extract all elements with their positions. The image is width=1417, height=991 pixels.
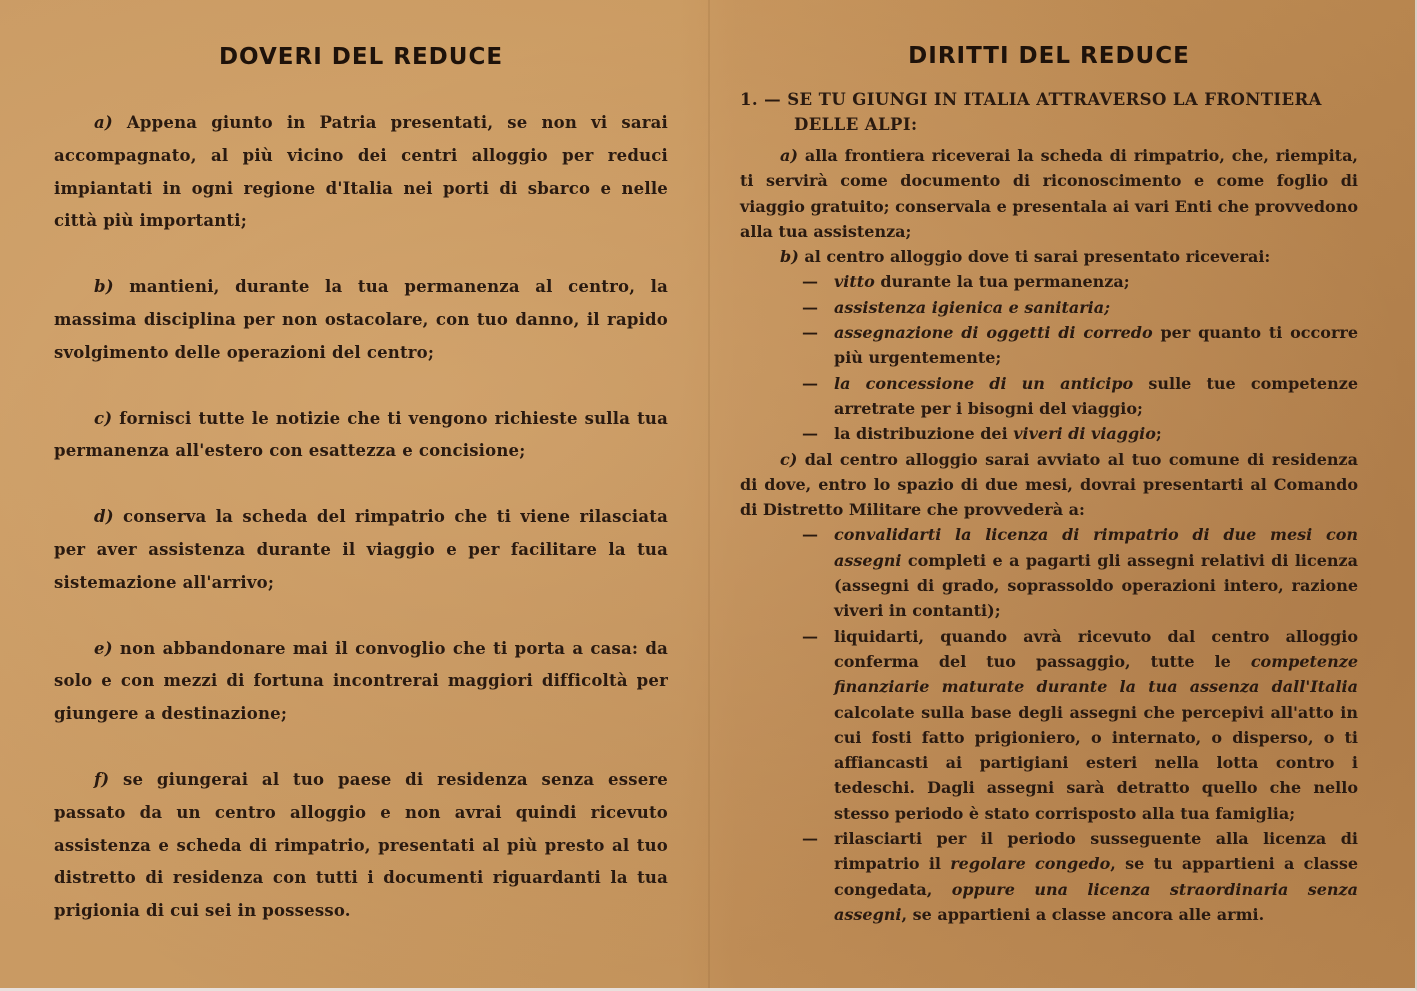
duty-item-a: a) Appena giunto in Patria presentati, se non vi sarai accompagnato, al più vicino dei centri alloggio per reduci impiantati in ogni regione d'Italia nei porti di sbarco e nelle città più importanti;	[54, 113, 668, 231]
list-item: — la distribuzione dei viveri di viaggio;	[802, 424, 1162, 444]
right-item-a: a) alla frontiera riceverai la scheda di rimpatrio, che, riempita, ti servirà come documento di riconoscimento e come foglio di viaggio gratuito; conservala e presentala ai vari Enti che provvedono alla tua assistenza;	[740, 146, 1359, 241]
duty-item-c: c) fornisci tutte le notizie che ti vengono richieste sulla tua permanenza all'estero con esattezza e concisione;	[54, 408, 668, 461]
list-item: — assistenza igienica e sanitaria;	[802, 297, 1110, 317]
duty-item-f: f) se giungerai al tuo paese di residenza senza essere passato da un centro alloggio e non avrai quindi ricevuto assistenza e scheda di rimpatrio, presentati al più presto al tuo distretto di residenza con tutti i documenti riguardanti la tua prigionia di cui sei in possesso.	[54, 769, 668, 921]
duty-item-e: e) non abbandonare mai il convoglio che ti porta a casa: da solo e con mezzi di fortuna incontrerai maggiori difficoltà per giungere a destinazione;	[54, 638, 668, 724]
list-item: — convalidarti la licenza di rimpatrio di due mesi con assegni completi e a pagarti gli assegni relativi di licenza (assegni di grado, soprassoldo operazioni intero, razione viveri in contanti);	[802, 525, 1358, 621]
list-item: — liquidarti, quando avrà ricevuto dal centro alloggio conferma del tuo passaggio, tutte le competenze finanziarie maturate durante la tua assenza dall'Italia calcolate sulla base degli assegni che percepivi all'atto in cui fosti fatto prigioniero, o internato, o disperso, o ti affiancasti ai partigiani esteri nella lotta contro i tedeschi. Dagli assegni sarà detratto quello che nello stesso periodo è stato corrisposto alla tua famiglia;	[802, 626, 1358, 823]
list-item: — rilasciarti per il periodo susseguente alla licenza di rimpatrio il regolare congedo, se tu appartieni a classe congedata, oppure una licenza straordinaria senza assegni, se appartieni a classe ancora alle armi.	[802, 829, 1359, 924]
list-item: — vitto durante la tua permanenza;	[802, 272, 1130, 292]
list-item: — la concessione di un anticipo sulle tue competenze arretrate per i bisogni del viaggio;	[802, 373, 1359, 418]
duty-item-b: b) mantieni, durante la tua permanenza al centro, la massima disciplina per non ostacolare, con tuo danno, il rapido svolgimento delle operazioni del centro;	[54, 277, 668, 362]
duties-title: DOVERI DEL REDUCE	[218, 44, 504, 70]
right-item-c: c) dal centro alloggio sarai avviato al tuo comune di residenza di dove, entro lo spazio di due mesi, dovrai presentarti al Comando di Distretto Militare che provvederà a:	[740, 449, 1358, 520]
duties-column	[54, 0, 668, 928]
rights-column	[740, 0, 1358, 927]
right-b-list	[740, 269, 1358, 446]
right-item-b: b) al centro alloggio dove ti sarai presentato riceverai:	[780, 247, 1271, 267]
right-c-list	[740, 522, 1358, 927]
rights-section-heading: 1. — SE TU GIUNGI IN ITALIA ATTRAVERSO LA FRONTIERA DELLE ALPI:	[740, 90, 1322, 134]
fold-line	[708, 0, 710, 988]
rights-title: DIRITTI DEL REDUCE	[908, 43, 1190, 69]
duty-item-d: d) conserva la scheda del rimpatrio che ti viene rilasciata per aver assistenza durante il viaggio e per facilitare la tua sistemazione all'arrivo;	[54, 507, 668, 592]
list-item: — assegnazione di oggetti di corredo per quanto ti occorre più urgentemente;	[802, 323, 1358, 368]
